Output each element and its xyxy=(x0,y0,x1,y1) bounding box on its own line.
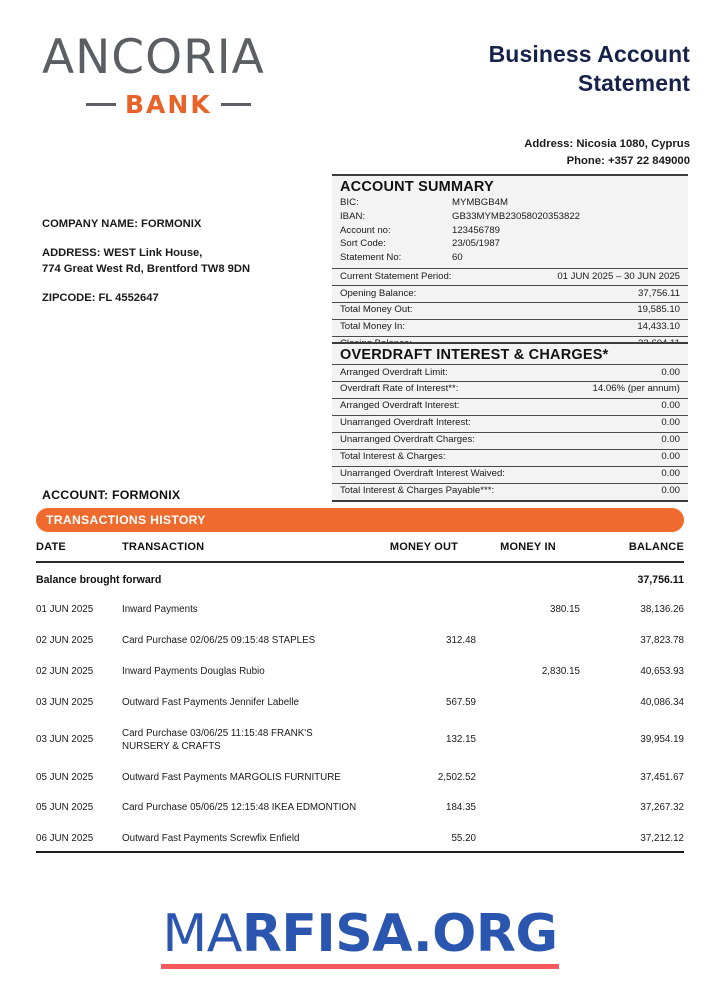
overdraft-rows xyxy=(332,398,688,500)
bank-logo-subline xyxy=(42,92,342,117)
bank-logo-wordmark: ANCORIA xyxy=(42,30,265,85)
account-summary-row-label: Current Statement Period: xyxy=(340,270,452,282)
brought-forward-money-out xyxy=(372,562,476,595)
transactions-history-banner xyxy=(36,508,684,532)
table-row xyxy=(36,719,684,763)
table-row xyxy=(36,688,684,719)
account-summary-row-label: Total Money Out: xyxy=(340,304,413,316)
account-summary-row xyxy=(332,285,688,302)
account-summary-row-label: Total Money In: xyxy=(340,321,406,333)
brought-forward-money-in xyxy=(476,562,580,595)
overdraft-top-rows xyxy=(332,364,688,398)
watermark-text-bold: RFISA.ORG xyxy=(241,904,558,964)
account-summary-panel xyxy=(332,174,688,355)
account-label: ACCOUNT: FORMONIX xyxy=(42,488,181,502)
transaction-description: Outward Fast Payments MARGOLIS FURNITURE xyxy=(122,771,341,783)
transaction-date: 01 JUN 2025 xyxy=(36,603,94,615)
watermark xyxy=(0,904,720,969)
transaction-balance: 37,212.12 xyxy=(640,833,684,845)
account-summary-field-label: BIC: xyxy=(340,197,359,208)
overdraft-row xyxy=(332,364,688,381)
account-summary-row-label: Opening Balance: xyxy=(340,287,417,299)
transaction-money-out: 55.20 xyxy=(451,833,476,845)
transaction-money-out xyxy=(372,595,476,626)
transaction-date: 06 JUN 2025 xyxy=(36,833,94,845)
account-summary-field-value: 123456789 xyxy=(452,224,501,236)
account-summary-row-value: 14,433.10 xyxy=(637,321,680,333)
transaction-description: Outward Fast Payments Screwfix Enfield xyxy=(122,833,300,845)
account-summary-field-value: 23/05/1987 xyxy=(452,238,501,250)
account-summary-field-label: Sort Code: xyxy=(340,238,386,250)
transaction-money-in: 380.15 xyxy=(550,603,580,615)
transaction-date: 03 JUN 2025 xyxy=(36,696,94,708)
customer-company: COMPANY NAME: FORMONIX xyxy=(42,218,202,230)
overdraft-row-label: Total Interest & Charges Payable***: xyxy=(340,485,495,497)
transaction-money-in xyxy=(476,719,580,763)
transaction-money-out: 2,502.52 xyxy=(437,771,476,783)
transaction-date: 03 JUN 2025 xyxy=(36,734,94,746)
column-header-date: DATE xyxy=(36,541,66,553)
customer-address-line2: 774 Great West Rd, Brentford TW8 9DN xyxy=(42,262,251,275)
column-header-money-in: MONEY IN xyxy=(500,541,556,553)
overdraft-row-value: 0.00 xyxy=(661,400,680,412)
column-header-transaction: TRANSACTION xyxy=(122,541,205,553)
table-bottom-rule xyxy=(36,851,684,853)
account-summary-row-value: 19,585.10 xyxy=(637,304,680,316)
transaction-money-out: 312.48 xyxy=(446,634,476,646)
customer-details xyxy=(42,217,322,307)
table-row xyxy=(36,824,684,858)
overdraft-row xyxy=(332,432,688,449)
overdraft-row-value: 0.00 xyxy=(661,451,680,463)
table-row xyxy=(36,657,684,688)
transactions-table-body xyxy=(36,562,684,858)
overdraft-row-label: Arranged Overdraft Interest: xyxy=(340,400,460,412)
transactions-header-row xyxy=(36,541,684,562)
overdraft-row xyxy=(332,483,688,500)
overdraft-row xyxy=(332,398,688,415)
account-summary-row xyxy=(332,319,688,336)
transaction-date: 02 JUN 2025 xyxy=(36,665,94,677)
transaction-balance: 37,451.67 xyxy=(640,771,684,783)
account-summary-field-label: Statement No: xyxy=(340,252,402,264)
overdraft-row-label: Unarranged Overdraft Charges: xyxy=(340,434,475,446)
transaction-money-in xyxy=(476,688,580,719)
transaction-money-in xyxy=(476,793,580,824)
logo-dash-right-icon xyxy=(221,103,251,106)
customer-zipcode: ZIPCODE: FL 4552647 xyxy=(42,291,159,304)
transaction-money-in xyxy=(476,763,580,794)
account-summary-field-value: GB33MYMB23058020353822 xyxy=(452,210,581,222)
transaction-money-in xyxy=(476,626,580,657)
transaction-description: Card Purchase 03/06/25 11:15:48 FRANK'S NURSERY & CRAFTS xyxy=(122,727,313,752)
bank-phone: Phone: +357 22 849000 xyxy=(566,154,690,167)
overdraft-title: OVERDRAFT INTEREST & CHARGES* xyxy=(340,347,609,363)
bank-logo-bank-text: BANK xyxy=(125,90,212,119)
transactions-history-banner-label: TRANSACTIONS HISTORY xyxy=(46,513,206,527)
transaction-balance: 37,823.78 xyxy=(640,634,684,646)
transaction-description: Card Purchase 05/06/25 12:15:48 IKEA EDMONTION xyxy=(122,802,357,814)
transaction-description: Outward Fast Payments Jennifer Labelle xyxy=(122,696,299,708)
document-title xyxy=(360,40,690,99)
overdraft-row-label: Overdraft Rate of Interest**: xyxy=(340,383,459,395)
document-title-line1: Business Account xyxy=(488,41,690,67)
bank-contact-block xyxy=(350,136,690,170)
overdraft-row-value: 0.00 xyxy=(661,485,680,497)
transaction-money-out: 184.35 xyxy=(446,802,476,814)
transaction-description: Inward Payments Douglas Rubio xyxy=(122,665,265,677)
overdraft-row xyxy=(332,466,688,483)
overdraft-row-value: 0.00 xyxy=(661,417,680,429)
account-summary-title: ACCOUNT SUMMARY xyxy=(340,179,494,195)
transaction-date: 05 JUN 2025 xyxy=(36,802,94,814)
overdraft-row xyxy=(332,381,688,398)
transaction-description: Card Purchase 02/06/25 09:15:48 STAPLES xyxy=(122,634,316,646)
overdraft-row-value: 0.00 xyxy=(661,366,680,378)
account-summary-field xyxy=(332,237,688,251)
transaction-balance: 40,086.34 xyxy=(640,696,684,708)
balance-brought-forward-row xyxy=(36,562,684,595)
table-row xyxy=(36,763,684,794)
transaction-balance: 40,653.93 xyxy=(640,665,684,677)
transaction-balance: 37,267.32 xyxy=(640,802,684,814)
account-summary-field xyxy=(332,251,688,265)
account-summary-field-value: 60 xyxy=(452,252,463,264)
transaction-money-out: 132.15 xyxy=(446,734,476,746)
overdraft-panel xyxy=(332,342,688,502)
overdraft-row-value: 14.06% (per annum) xyxy=(592,383,680,395)
watermark-underline xyxy=(161,964,559,969)
overdraft-row-value: 0.00 xyxy=(661,434,680,446)
account-summary-field xyxy=(332,196,688,210)
watermark-text xyxy=(162,904,558,964)
account-summary-field-value: MYMBGB4M xyxy=(452,197,508,208)
table-row xyxy=(36,626,684,657)
customer-address-line1: ADDRESS: WEST Link House, xyxy=(42,246,203,259)
account-summary-row-value: 01 JUN 2025 – 30 JUN 2025 xyxy=(557,270,680,282)
bank-address: Address: Nicosia 1080, Cyprus xyxy=(524,138,690,150)
customer-address xyxy=(42,246,322,278)
transaction-money-out: 567.59 xyxy=(446,696,476,708)
transaction-date: 02 JUN 2025 xyxy=(36,634,94,646)
account-summary-field-label: IBAN: xyxy=(340,210,366,222)
table-row xyxy=(36,793,684,824)
transaction-date: 05 JUN 2025 xyxy=(36,771,94,783)
overdraft-row-label: Total Interest & Charges: xyxy=(340,451,446,463)
table-row xyxy=(36,595,684,626)
overdraft-row xyxy=(332,415,688,432)
overdraft-row-label: Unarranged Overdraft Interest Waived: xyxy=(340,468,505,480)
brought-forward-label: Balance brought forward xyxy=(36,574,162,586)
logo-dash-left-icon xyxy=(86,103,116,106)
watermark-text-light: MA xyxy=(162,904,242,964)
transaction-balance: 38,136.26 xyxy=(640,603,684,615)
overdraft-row-label: Unarranged Overdraft Interest: xyxy=(340,417,471,429)
transaction-money-in: 2,830.15 xyxy=(541,665,580,677)
transactions-table xyxy=(36,541,684,858)
account-summary-row xyxy=(332,268,688,285)
transactions-table-head xyxy=(36,541,684,562)
account-summary-row-value: 37,756.11 xyxy=(638,287,680,299)
account-summary-rows xyxy=(332,268,688,353)
account-summary-field xyxy=(332,210,688,224)
overdraft-row-label: Arranged Overdraft Limit: xyxy=(340,366,448,378)
account-summary-fields xyxy=(332,196,688,265)
brought-forward-balance: 37,756.11 xyxy=(637,574,684,586)
column-header-balance: BALANCE xyxy=(628,541,684,553)
column-header-money-out: MONEY OUT xyxy=(389,541,459,553)
transaction-balance: 39,954.19 xyxy=(640,734,684,746)
transaction-money-in xyxy=(476,824,580,858)
document-title-line2: Statement xyxy=(577,70,690,97)
transaction-money-out xyxy=(372,657,476,688)
transaction-description: Inward Payments xyxy=(122,603,198,615)
bank-logo xyxy=(42,30,342,119)
account-summary-field-label: Account no: xyxy=(340,224,391,236)
account-summary-row xyxy=(332,302,688,319)
account-summary-field xyxy=(332,224,688,238)
overdraft-row xyxy=(332,449,688,466)
overdraft-row-value: 0.00 xyxy=(661,468,680,480)
